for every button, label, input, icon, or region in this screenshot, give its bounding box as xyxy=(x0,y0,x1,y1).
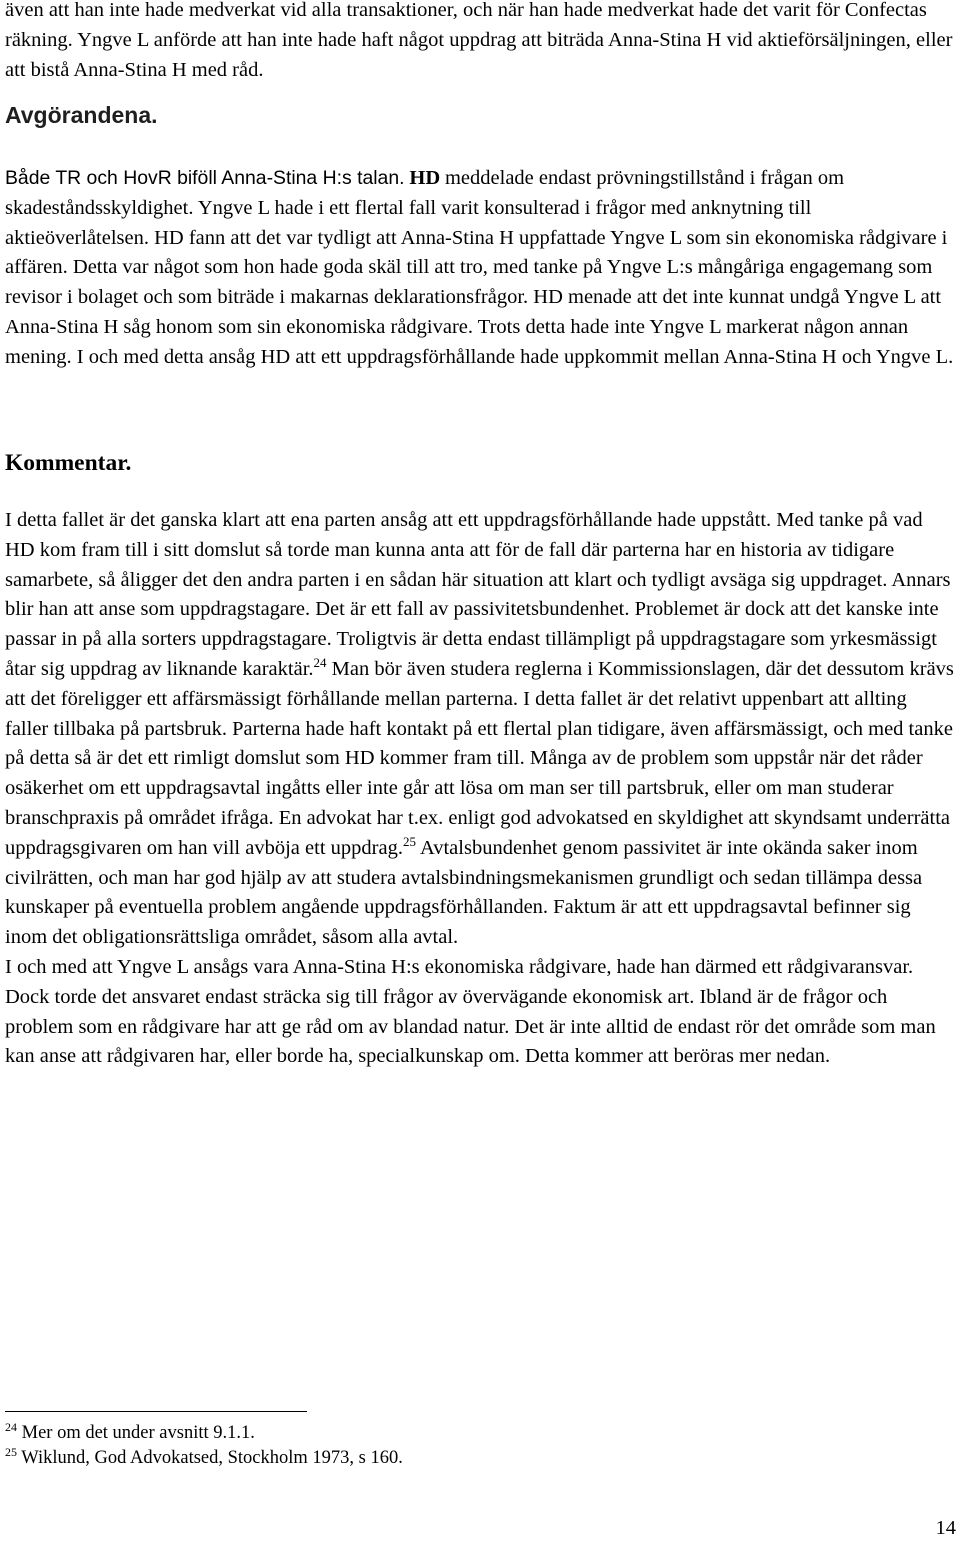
avgorandena-bold-hd: HD xyxy=(409,167,441,189)
kommentar-paragraph-2: I och med att Yngve L ansågs vara Anna-Stina H:s ekonomiska rådgivare, hade han därmed ett rådgivaransvar. Dock torde det ansvaret endast sträcka sig till frågor av övervägande ekonomisk art. Ibland är de frågor och problem som en rådgivare har att ge råd om av blandad natur. Det är inte alltid de endast rör det område som man kan anse att rådgivaren har, eller borde ha, specialkunskap om. Detta kommer att beröras mer nedan. xyxy=(5,955,936,1068)
footnote-text: Wiklund, God Advokatsed, Stockholm 1973, s 160. xyxy=(17,1448,403,1468)
kommentar-body xyxy=(5,506,955,1072)
kommentar-paragraph-1 xyxy=(5,506,955,953)
avgorandena-sans-text: Både TR och HovR biföll Anna-Stina H:s talan. xyxy=(5,167,405,189)
footnotes xyxy=(5,1421,905,1471)
footnote-divider xyxy=(5,1411,307,1412)
avgorandena-rest-text: meddelade endast prövningstillstånd i frågan om skadeståndsskyldighet. Yngve L hade i ett flertal fall varit konsulterad i frågor med anknytning till aktieöverlåtelsen. HD fann att det var tydligt att Anna-Stina H uppfattade Yngve L som sin ekonomiska rådgivare i affären. Detta var något som hon hade goda skäl till att tro, med tanke på Yngve L:s mångåriga engagemang som revisor i bolaget och som biträde i makarnas deklarationsfrågor. HD menade att det inte kunnat undgå Yngve L att Anna-Stina H såg honom som sin ekonomiska rådgivare. Trots detta hade inte Yngve L markerat någon annan mening. I och med detta ansåg HD att ett uppdragsförhållande hade uppkommit mellan Anna-Stina H och Yngve L. xyxy=(5,167,954,368)
footnote-ref-24[interactable]: 24 xyxy=(313,655,327,671)
footnote-number: 24 xyxy=(5,1419,17,1434)
kommentar-text-a: I detta fallet är det ganska klart att ena parten ansåg att ett uppdragsförhållande hade uppstått. Med tanke på vad HD kom fram till i sitt domslut så torde man kunna anta att för de fall där parterna har en historia av tidigare samarbete, så åligger det den andra parten i en sådan här situation att klart och tydligt avsäga sig uppdraget. Annars blir han att anse som uppdragstagare. Det är ett fall av passivitetsbundenhet. Problemet är dock att det kanske inte passar in på alla sorters uppdragstagare. Troligtvis är detta endast tillämpligt på uppdragstagare som yrkesmässigt åtar sig uppdrag av liknande karaktär. xyxy=(5,509,951,680)
footnote-25 xyxy=(5,1446,905,1471)
kommentar-text-c: Avtalsbundenhet genom passivitet är inte okända saker inom civilrätten, och man har god hjälp av att studera avtalsbindningsmekanismen grundligt och sedan tillämpa dessa kunskaper på eventuella problem angående uppdragsförhållanden. Faktum är att ett uppdragsavtal befinner sig inom det obligationsrättsliga området, såsom alla avtal. xyxy=(5,836,923,949)
footnote-ref-25[interactable]: 25 xyxy=(402,833,416,849)
footnote-number: 25 xyxy=(5,1444,17,1459)
heading-avgorandena: Avgörandena. xyxy=(5,102,158,128)
avgorandena-paragraph xyxy=(5,164,955,373)
footnote-text: Mer om det under avsnitt 9.1.1. xyxy=(17,1423,255,1443)
intro-paragraph: även att han inte hade medverkat vid alla transaktioner, och när han hade medverkat hade det varit för Confectas räkning. Yngve L anförde att han inte hade haft något uppdrag att biträda Anna-Stina H vid aktieförsäljningen, eller att bistå Anna-Stina H med råd. xyxy=(5,0,953,81)
page-number: 14 xyxy=(935,1517,956,1539)
footnote-24 xyxy=(5,1421,905,1446)
heading-kommentar: Kommentar. xyxy=(5,450,132,476)
kommentar-text-b: Man bör även studera reglerna i Kommissionslagen, där det dessutom krävs att det föreligger ett affärsmässigt förhållande mellan parterna. I detta fallet är det relativt uppenbart att allting faller tillbaka på partsbruk. Parterna hade haft kontakt på ett flertal plan tidigare, även affärsmässigt, och med tanke på detta så är det ett rimligt domslut som HD kommer fram till. Många av de problem som uppstår när det råder osäkerhet om ett uppdragsavtal ingåtts eller inte går att lösa om man ser till partsbruk, eller om man studerar branschpraxis på området ifråga. En advokat har t.ex. enligt god advokatsed en skyldighet att skyndsamt underrätta uppdragsgivaren om han vill avböja ett uppdrag. xyxy=(5,657,954,859)
